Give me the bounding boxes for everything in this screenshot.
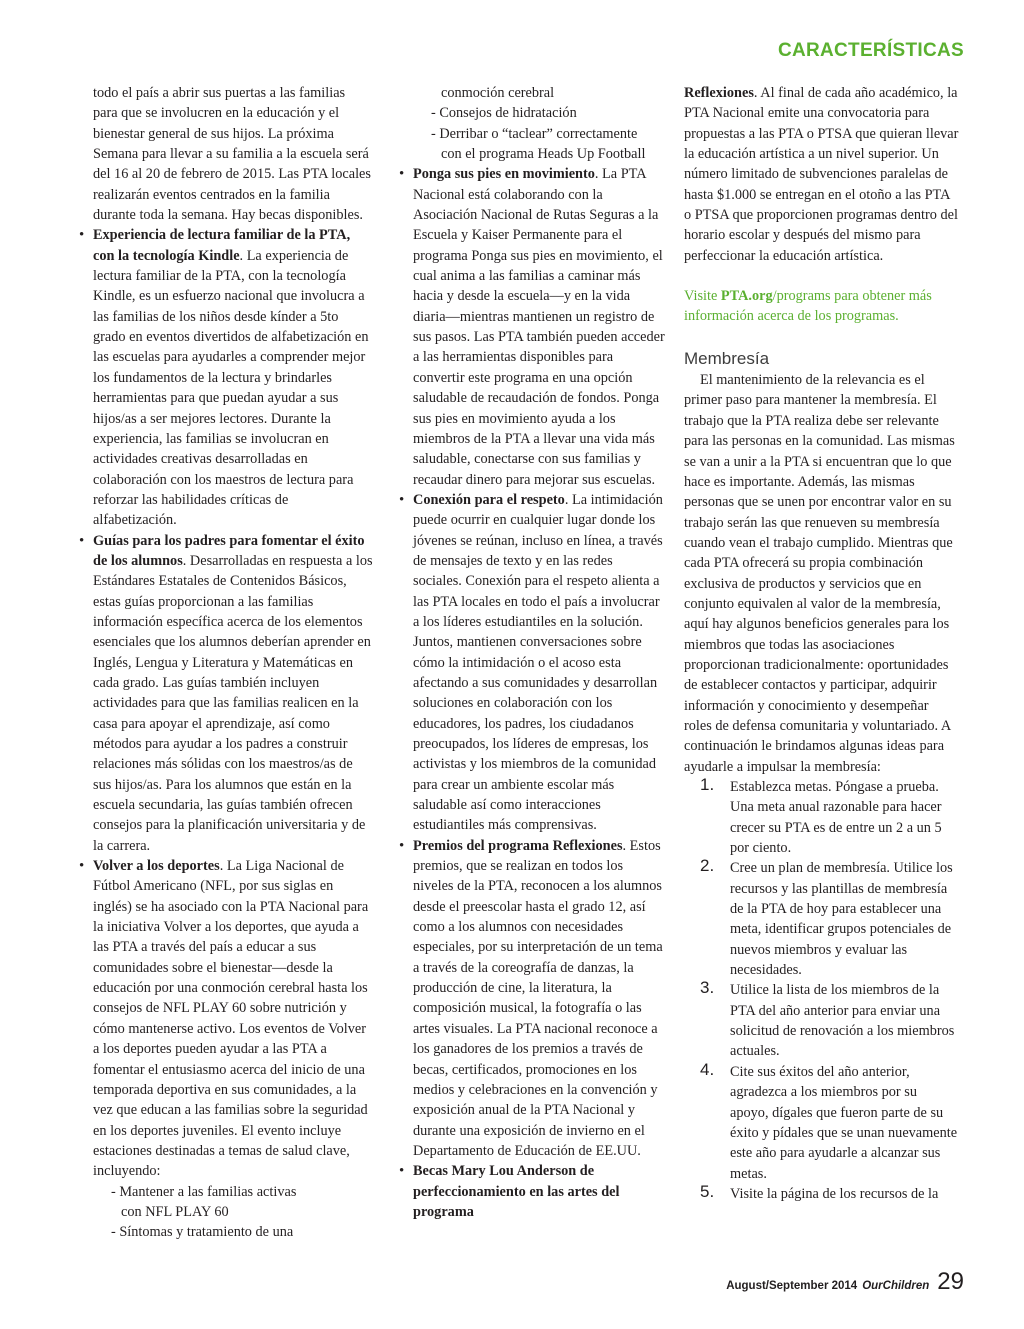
step-item <box>684 980 959 1061</box>
column-2 <box>413 83 665 1222</box>
step-text: Utilice la lista de los miembros de la PTA del año anterior para enviar una solicitud de renovación a los miembros actuales. <box>730 982 955 1060</box>
visit-note <box>684 286 959 327</box>
step-number: 5. <box>700 1181 715 1201</box>
item-text: . La intimidación puede ocurrir en cualquier lugar donde los jóvenes se reúnan, incluso en línea, a través de mensajes de texto y en las redes sociales. Conexión para el respeto alienta a las PTA locales en todo el país a involucrar a los líderes estudiantiles en la solución. Juntos, mantienen conversaciones sobre cómo la intimidación o el acoso esta afectando a sus comunidades y desarrollan soluciones en colaboración con los educadores, los padres, los ciudadanos preocupados, los líderes de empresas, los activistas y los miembros de la comunidad para crear un ambiente escolar más saludable así como interacciones estudiantiles más comprensivas. <box>413 491 663 834</box>
section-label: CARACTERÍSTICAS <box>777 40 964 61</box>
sub-item: - Derribar o “taclear” correctamente <box>431 125 638 142</box>
item-text: . La experiencia de lectura familiar de la PTA, con la tecnología Kindle, es un esfuerzo nacional que involucra a las familias de los niños desde kínder a 5to grado en eventos divertidos de alfabetización en las escuelas para ayudarles a comprender mejor los fundamentos de la lectura y brindarles herramientas para que puedan ayudar a sus hijos/as a ser mejores lectores. Durante la experiencia, las familias se involucran en actividades creativas desarrolladas en colaboración con los maestros de lectura para reforzar las habilidades críticas de alfabetización. <box>93 247 369 529</box>
steps-list <box>684 777 959 1204</box>
column-3 <box>684 83 959 1204</box>
program-list <box>93 225 373 1242</box>
item-title: Premios del programa Reflexiones <box>413 837 623 854</box>
item-text: . Al final de cada año académico, la PTA Nacional emite una convocatoria para propuestas a las PTA o PTSA que quieran llevar la educación artística a un nivel superior. Un número limitado de subvenciones paralelas de hasta $1.000 se entregan en el otoño a las PTA o PTSA que proporcionen programas dentro del horario escolar y después del mismo para perfeccionar la educación artística. <box>684 85 959 264</box>
membership-body: El mantenimiento de la relevancia es el primer paso para mantener la membresía. El trabajo que la PTA realiza debe ser relevante para las personas en la comunidad. Las mismas se van a unir a la PTA si encuentran que lo que hace es importante. Además, las mismas personas que se unen por encontrar valor en su trabajo serán las que renueven su membresía cuando vean el trabajo cumplido. Mientras que cada PTA ofrecerá su propia combinación exclusiva de productos y servicios que en conjunto equivalen al valor de la membresía, aquí hay algunos beneficios generales para los miembros que todas las asociaciones proporcionan tradicionalmente: oportunidades de establecer contactos y participar, adquirir información y conocimiento y desempeñar roles de defensa comunitaria y voluntariado. A continuación le brindamos algunas ideas para ayudarle a impulsar la membresía: <box>684 372 955 775</box>
item-title: Ponga sus pies en movimiento <box>413 166 595 183</box>
item-title: Guías para los padres para fomentar el éxito de los alumnos <box>93 532 365 569</box>
step-text: Cree un plan de membresía. Utilice los recursos y las plantillas de membresía de la PTA de hoy para establecer una meta, identificar grupos potenciales de nuevos miembros y evaluar las necesidades. <box>730 860 953 979</box>
step-text: Establezca metas. Póngase a prueba. Una meta anual razonable para hacer crecer su PTA es de entre un 2 a un 5 por ciento. <box>730 779 942 857</box>
item-title: Volver a los deportes <box>93 858 220 875</box>
item-continuation <box>684 83 959 266</box>
step-number: 2. <box>700 856 715 876</box>
pta-link[interactable]: PTA.org <box>720 288 773 305</box>
page-number: 29 <box>937 1268 964 1295</box>
sub-item: - Mantener a las familias activas <box>111 1183 297 1200</box>
step-item <box>684 1181 959 1204</box>
item-title: Experiencia de lectura familiar de la PTA, con la tecnología Kindle <box>93 227 351 264</box>
step-item <box>684 858 959 980</box>
step-text: Cite sus éxitos del año anterior, agradezca a los miembros por su apoyo, dígales que fueron parte de su éxito y pídales que se unan nuevamente este año para ayudarle a alcanzar sus metas. <box>730 1063 958 1182</box>
list-item <box>413 164 665 490</box>
list-item <box>93 225 373 530</box>
item-title: Conexión para el respeto <box>413 491 565 508</box>
item-text: . La PTA Nacional está colaborando con la Asociación Nacional de Rutas Seguras a la Escuela y Kaiser Permanente para el programa Ponga sus pies en movimiento, el cual anima a las familias a caminar más hacia y desde la escuela—y en la vida diaria—mientras mantienen un registro de sus pasos. Las PTA también pueden acceder a las herramientas disponibles para convertir este programa en una opción saludable de recaudación de fondos. Ponga sus pies en movimiento ayuda a los miembros de la PTA a llevar una vida más saludable, conectarse con sus familias y recaudar dinero para mejorar sus escuelas. <box>413 166 665 488</box>
step-item <box>684 1059 959 1184</box>
sub-item-continuation: conmoción cerebral <box>441 85 555 101</box>
issue-date: August/September 2014 <box>726 1280 858 1292</box>
list-item <box>413 836 665 1162</box>
list-item <box>93 531 373 857</box>
list-item <box>413 1161 665 1222</box>
program-list <box>413 164 665 1222</box>
item-title: Reflexiones <box>684 85 754 101</box>
column-1-intro: todo el país a abrir sus puertas a las familias para que se involucren en la educación y el bienestar general de sus hijos. La próxima Semana para llevar a su familia a la escuela será del 16 al 20 de febrero de 2015. Las PTA locales realizarán eventos centrados en la familia durante toda la semana. Hay becas disponibles. <box>93 85 371 224</box>
page-footer <box>726 1268 964 1296</box>
step-number: 4. <box>700 1059 715 1079</box>
visit-suffix: /programs para obtener más información acerca de los programas. <box>684 288 932 325</box>
subheading: Membresía <box>684 348 770 368</box>
visit-prefix: Visite <box>684 288 721 305</box>
list-item <box>93 856 373 1243</box>
column-1 <box>93 83 373 1243</box>
item-text: . Estos premios, que se realizan en todos los niveles de la PTA, reconocen a los alumnos desde el preescolar hasta el grado 12, así como a los alumnos con necesidades especiales, por su interpretación de un tema a través de la coreografía de danzas, la producción de cine, la literatura, la composición musical, la fotografía o las artes visuales. La PTA nacional reconoce a los ganadores de los premios a través de becas, certificados, promociones en los medios y celebraciones en la convención y exposición anual de la PTA Nacional y durante una exposición de invierno en el Departamento de Educación de EE.UU. <box>413 837 663 1159</box>
sub-item-continuation: con NFL PLAY 60 <box>121 1203 229 1220</box>
list-item <box>413 490 665 836</box>
step-text: Visite la página de los recursos de la <box>730 1185 939 1202</box>
item-text: . Desarrolladas en respuesta a los Estándares Estatales de Contenidos Básicos, estas guías proporcionan a las familias información específica acerca de los elementos esenciales que los alumnos deberían aprender en Inglés, Lengua y Literatura y Matemáticas en cada grado. Las guías también incluyen actividades para que las familias realicen en la casa para apoyar el aprendizaje, así como métodos para ayudar a los padres a construir relaciones más sólidas con los maestros/as de sus hijos/as. Para los alumnos que están en la escuela secundaria, las guías también ofrecen consejos para la planificación universitaria y de la carrera. <box>93 552 373 854</box>
sub-item-continuation: con el programa Heads Up Football <box>441 146 646 163</box>
step-number: 3. <box>700 978 715 998</box>
sub-item: - Consejos de hidratación <box>431 105 577 122</box>
sub-item: - Síntomas y tratamiento de una <box>111 1224 294 1241</box>
step-item <box>684 777 959 858</box>
step-number: 1. <box>700 775 715 794</box>
magazine-name: OurChildren <box>862 1280 930 1292</box>
item-title: Becas Mary Lou Anderson de perfeccionamiento en las artes del programa <box>413 1163 620 1220</box>
item-text: . La Liga Nacional de Fútbol Americano (NFL, por sus siglas en inglés) se ha asociado con la PTA Nacional para la iniciativa Volver a los deportes, que ayuda a las PTA a través del país a educar a sus comunidades sobre el bienestar—desde la educación por una conmoción cerebral hasta los consejos de NFL PLAY 60 sobre nutrición y cómo mantenerse activo. Los eventos de Volver a los deportes pueden ayudar a las PTA a fomentar el entusiasmo acerca del inicio de una temporada deportiva en sus comunidades, a la vez que educan a las familias sobre la seguridad en los deportes juveniles. El evento incluye estaciones destinadas a temas de salud clave, incluyendo: <box>93 858 369 1180</box>
